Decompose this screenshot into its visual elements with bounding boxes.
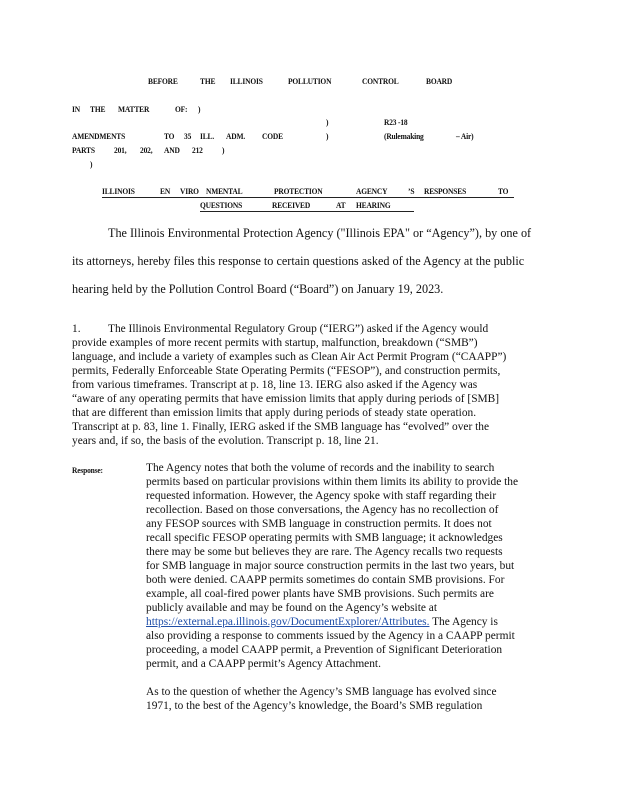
caption-word: PARTS [72,145,95,155]
question-line: provide examples of more recent permits with startup, malfunction, breakdown (“SMB”) [72,337,478,349]
response-line: any FESOP sources with SMB language in construction permits. It does not [146,518,492,530]
title-word: EN [160,186,171,196]
response-line: also providing a response to comments issued by the Agency in a CAAPP permit [146,630,515,642]
question-line: years and, if so, the basis of the evolution. Transcript p. 18, line 21. [72,435,379,447]
caption-word: IN [72,104,80,114]
title-word: ’S [408,186,415,196]
title-word: AT [336,200,346,210]
caption-word: BOARD [426,76,453,86]
title-word: RECEIVED [272,200,311,210]
caption-word: ) [198,104,201,114]
case-number: R23 -18 [384,117,408,127]
caption-word: 35 [184,131,192,141]
response-line: recall specific FESOP operating permits with SMB language; it acknowledges [146,532,503,544]
question-line: language, and include a variety of examples such as Clean Air Act Permit Program (“CAAPP”) [72,351,507,363]
title-word: AGENCY [356,186,388,196]
title-underline [102,197,514,198]
caption-word: 201, [114,145,127,155]
caption-word: AND [164,145,180,155]
rulemaking-label: (Rulemaking [384,131,424,141]
caption-word: CODE [262,131,283,141]
intro-line: The Illinois Environmental Protection Agency ("Illinois EPA" or “Agency”), by one of [108,226,532,240]
response-line: 1971, to the best of the Agency’s knowledge, the Board’s SMB regulation [146,700,483,712]
title-word: PROTECTION [274,186,323,196]
title-word: HEARING [356,200,391,210]
caption-word: ILLINOIS [230,76,263,86]
title-word: VIRO [180,186,199,196]
caption-word: CONTROL [362,76,399,86]
response-link-line [146,616,498,628]
question-line: The Illinois Environmental Regulatory Group (“IERG”) asked if the Agency would [108,323,489,335]
response-line: As to the question of whether the Agency’s SMB language has evolved since [146,686,497,698]
agency-website-link[interactable]: https://external.epa.illinois.gov/DocumentExplorer/Attributes. [146,616,430,628]
question-line: from various timeframes. Transcript at p. 18, line 13. IERG also asked if the Agency was [72,379,478,391]
response-label: Response: [72,465,103,475]
caption-word: 202, [140,145,153,155]
caption-word: BEFORE [148,76,178,86]
caption-word: ADM. [226,131,246,141]
caption-paren: ) [326,131,329,141]
title-word: NMENTAL [206,186,243,196]
question-line: that are different than emission limits that apply during periods of steady state operation. [72,407,477,419]
intro-line: hearing held by the Pollution Control Board (“Board”) on January 19, 2023. [72,282,444,296]
caption-word: AMENDMENTS [72,131,126,141]
response-line: for SMB language in major source construction permits in the last two years, but [146,560,515,572]
title-word: QUESTIONS [200,200,243,210]
response-line: permit, and a CAAPP permit’s Agency Attachment. [146,658,381,670]
caption-word: 212 [192,145,203,155]
response-line: proceeding, a model CAAPP permit, a Prevention of Significant Deterioration [146,644,503,656]
caption-word: OF: [175,104,188,114]
air-label: – Air) [456,131,474,141]
question-line: Transcript at p. 83, line 1. Finally, IERG asked if the SMB language has “evolved” over the [72,421,490,433]
caption-word: ILL. [200,131,215,141]
question-line: permits, Federally Enforceable State Operating Permits (“FESOP”), and construction permits, [72,365,501,377]
caption-word: THE [90,104,106,114]
caption-word: THE [200,76,216,86]
response-line: recollection. Based on those conversations, the Agency has no recollection of [146,504,499,516]
title-word: RESPONSES [424,186,467,196]
title-word: ILLINOIS [102,186,135,196]
response-line: permits based on particular provisions within them limits its ability to provide the [146,476,519,488]
question-line: “aware of any operating permits that have emission limits that apply during periods of [SMB] [72,393,500,405]
response-link-tail: The Agency is [429,616,498,628]
intro-line: its attorneys, hereby files this response to certain questions asked of the Agency at the public [72,254,525,268]
response-line: requested information. However, the Agency spoke with staff regarding their [146,490,497,502]
caption-word: POLLUTION [288,76,332,86]
title-underline [200,211,414,212]
caption-word: MATTER [118,104,150,114]
caption-paren: ) [326,117,329,127]
response-line: there may be some but believes they are rare. The Agency recalls two requests [146,546,503,558]
caption-word: TO [164,131,175,141]
question-number: 1. [72,323,81,335]
caption-word: ) [222,145,225,155]
caption-paren: ) [90,159,93,169]
response-line: The Agency notes that both the volume of records and the inability to search [146,462,495,474]
title-word: TO [498,186,509,196]
response-line: both were denied. CAAPP permits sometimes do contain SMB provisions. For [146,574,505,586]
response-line: publicly available and may be found on the Agency’s website at [146,602,438,614]
response-line: example, all coal-fired power plants have SMB provisions. Such permits are [146,588,494,600]
